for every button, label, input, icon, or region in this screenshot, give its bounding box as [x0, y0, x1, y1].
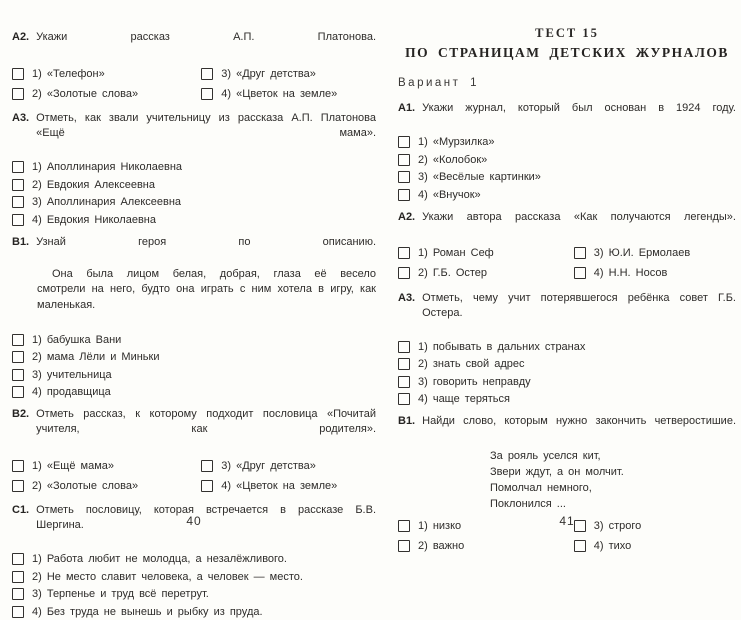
option-label: 1) бабушка Вани — [32, 333, 122, 346]
option-label: 3) Ю.И. Ермолаев — [593, 247, 691, 259]
option-label: 2) «Золотые слова» — [32, 87, 139, 100]
answer-option[interactable] — [398, 266, 574, 281]
option-label: 2) Г.Б. Остер — [418, 267, 488, 279]
answer-option[interactable] — [398, 188, 736, 203]
checkbox[interactable] — [12, 179, 24, 191]
answer-option[interactable] — [201, 67, 376, 82]
question-text: Отметь, как звали учительницу из рассказа А.П. Платонова «Ещё мама». — [36, 112, 376, 139]
question-b2-left — [12, 407, 376, 496]
question-text: Узнай героя по описанию. — [36, 235, 376, 248]
answer-option[interactable] — [12, 350, 376, 365]
answer-option[interactable] — [398, 135, 736, 150]
checkbox[interactable] — [574, 267, 586, 279]
option-label: 1) Роман Сеф — [418, 247, 494, 259]
question-a3-left — [12, 111, 376, 228]
answer-option[interactable] — [12, 570, 376, 585]
option-label: 4) «Цветок на земле» — [221, 479, 338, 492]
poem-line: Помолчал немного, — [490, 482, 592, 494]
question-text: Укажи журнал, который был основан в 1924 году. — [422, 102, 736, 114]
answer-option[interactable] — [12, 587, 376, 602]
question-b1-right — [398, 414, 736, 556]
answer-option[interactable] — [398, 392, 736, 407]
answer-option[interactable] — [201, 87, 376, 102]
checkbox[interactable] — [12, 88, 24, 100]
option-label: 1) «Ещё мама» — [32, 459, 114, 472]
checkbox[interactable] — [398, 247, 410, 259]
question-text: Отметь пословицу, которая встречается в рассказе Б.В. Шергина. — [36, 504, 376, 531]
option-label: 2) знать свой адрес — [418, 358, 525, 370]
answer-option[interactable] — [398, 539, 574, 554]
question-label: А3. — [398, 291, 416, 304]
option-label: 2) Евдокия Алексеевна — [32, 178, 155, 191]
question-label: А2. — [398, 210, 416, 223]
option-label: 2) «Золотые слова» — [32, 479, 139, 492]
option-label: 4) «Внучок» — [418, 188, 481, 201]
question-label: А1. — [398, 102, 416, 114]
option-label: 2) мама Лёли и Миньки — [32, 351, 160, 363]
option-label: 3) Аполлинария Алексеевна — [32, 196, 182, 208]
checkbox[interactable] — [398, 341, 410, 353]
poem-line: Звери ждут, а он молчит. — [490, 466, 624, 478]
answer-option[interactable] — [12, 605, 376, 620]
answer-option[interactable] — [12, 333, 376, 348]
variant-label: Вариант 1 — [398, 77, 479, 89]
checkbox[interactable] — [398, 171, 410, 183]
answer-option[interactable] — [12, 385, 376, 400]
option-label: 4) чаще теряться — [418, 393, 510, 405]
checkbox[interactable] — [201, 480, 213, 492]
checkbox[interactable] — [574, 247, 586, 259]
checkbox[interactable] — [12, 161, 24, 173]
answer-option[interactable] — [574, 266, 736, 281]
question-label: В1. — [12, 235, 30, 248]
checkbox[interactable] — [398, 154, 410, 166]
answer-option[interactable] — [12, 195, 376, 210]
option-label: 1) Работа любит не молодца, а незалёжливого. — [32, 553, 287, 565]
option-label: 2) «Колобок» — [418, 153, 488, 166]
question-a1-right — [398, 101, 736, 203]
page-number: 40 — [186, 514, 202, 528]
answer-option[interactable] — [201, 479, 376, 494]
checkbox[interactable] — [12, 214, 24, 226]
test-title: ПО СТРАНИЦАМ ДЕТСКИХ ЖУРНАЛОВ — [405, 45, 729, 60]
question-text: Укажи рассказ А.П. Платонова. — [36, 31, 376, 43]
answer-option[interactable] — [398, 153, 736, 168]
answer-option[interactable] — [12, 459, 201, 474]
answer-option[interactable] — [398, 375, 736, 390]
answer-option[interactable] — [12, 213, 376, 228]
checkbox[interactable] — [12, 334, 24, 346]
question-text: Укажи автора рассказа «Как получаются легенды». — [422, 210, 736, 223]
description-passage: Она была лицом белая, добрая, глаза её весело смотрели на него, будто она играть с ним хотела в игру, как маленькая. — [37, 267, 376, 311]
checkbox[interactable] — [12, 196, 24, 208]
checkbox[interactable] — [12, 553, 24, 565]
checkbox[interactable] — [398, 136, 410, 148]
answer-option[interactable] — [12, 552, 376, 567]
option-label: 4) Евдокия Николаевна — [32, 213, 156, 226]
option-label: 1) «Телефон» — [32, 67, 105, 80]
checkbox[interactable] — [574, 540, 586, 552]
question-label: С1. — [12, 504, 30, 516]
test-heading: ТЕСТ 15 — [535, 26, 599, 40]
option-label: 3) учительница — [32, 368, 112, 381]
checkbox[interactable] — [398, 267, 410, 279]
answer-option[interactable] — [12, 368, 376, 383]
checkbox[interactable] — [12, 588, 24, 600]
checkbox[interactable] — [12, 351, 24, 363]
checkbox[interactable] — [398, 358, 410, 370]
option-label: 1) «Мурзилка» — [418, 136, 495, 148]
checkbox[interactable] — [398, 189, 410, 201]
option-label: 3) строго — [593, 519, 642, 532]
answer-option[interactable] — [398, 357, 736, 372]
checkbox[interactable] — [12, 571, 24, 583]
left-page — [12, 0, 376, 618]
answer-option[interactable] — [12, 178, 376, 193]
answer-option[interactable] — [398, 340, 736, 355]
checkbox[interactable] — [12, 369, 24, 381]
checkbox[interactable] — [398, 540, 410, 552]
answer-option[interactable] — [574, 539, 736, 554]
option-label: 4) тихо — [593, 539, 632, 552]
checkbox[interactable] — [201, 460, 213, 472]
poem-line: За рояль уселся кит, — [490, 450, 601, 462]
checkbox[interactable] — [12, 68, 24, 80]
answer-option[interactable] — [12, 479, 201, 494]
option-label: 4) продавщица — [32, 386, 111, 398]
checkbox[interactable] — [201, 88, 213, 100]
question-a3-right — [398, 291, 736, 408]
checkbox[interactable] — [201, 68, 213, 80]
option-label: 3) Терпенье и труд всё перетрут. — [32, 588, 209, 600]
option-label: 4) Без труда не вынешь и рыбку из пруда. — [32, 605, 263, 618]
question-text: Отметь рассказ, к которому подходит пословица «Почитай учителя, как родителя». — [36, 408, 376, 435]
option-label: 3) «Друг детства» — [221, 459, 316, 472]
checkbox[interactable] — [398, 376, 410, 388]
question-label: В1. — [398, 415, 416, 427]
checkbox[interactable] — [12, 606, 24, 618]
checkbox[interactable] — [12, 460, 24, 472]
question-label: А3. — [12, 112, 30, 124]
answer-option[interactable] — [12, 87, 201, 102]
option-label: 3) «Весёлые картинки» — [418, 171, 541, 183]
question-text: Отметь, чему учит потерявшегося ребёнка совет Г.Б. Остера. — [422, 291, 736, 319]
question-text: Найди слово, которым нужно закончить четверостишие. — [422, 415, 736, 427]
option-label: 3) «Друг детства» — [221, 67, 316, 80]
poem-quatrain — [490, 448, 736, 512]
answer-option[interactable] — [201, 459, 376, 474]
answer-option[interactable] — [398, 246, 574, 261]
checkbox[interactable] — [398, 393, 410, 405]
answer-option[interactable] — [12, 160, 376, 175]
answer-option[interactable] — [398, 170, 736, 185]
option-label: 2) важно — [418, 539, 465, 552]
checkbox[interactable] — [12, 386, 24, 398]
poem-line: Поклонился ... — [490, 498, 566, 510]
option-label: 3) говорить неправду — [418, 375, 531, 388]
answer-option[interactable] — [12, 67, 201, 82]
question-b1-left — [12, 235, 376, 401]
option-label: 4) «Цветок на земле» — [221, 87, 338, 100]
option-label: 1) Аполлинария Николаевна — [32, 161, 183, 173]
question-a2-left — [12, 30, 376, 104]
right-page — [398, 0, 736, 552]
page-number: 41 — [559, 514, 575, 528]
answer-option[interactable] — [574, 246, 736, 261]
question-label: А2. — [12, 31, 30, 43]
checkbox[interactable] — [12, 480, 24, 492]
option-label: 2) Не место славит человека, а человек — место. — [32, 570, 303, 583]
option-label: 1) побывать в дальних странах — [418, 340, 586, 353]
question-a2-right — [398, 210, 736, 284]
option-label: 4) Н.Н. Носов — [593, 267, 668, 279]
option-label: 1) низко — [418, 519, 462, 532]
question-label: В2. — [12, 408, 30, 420]
